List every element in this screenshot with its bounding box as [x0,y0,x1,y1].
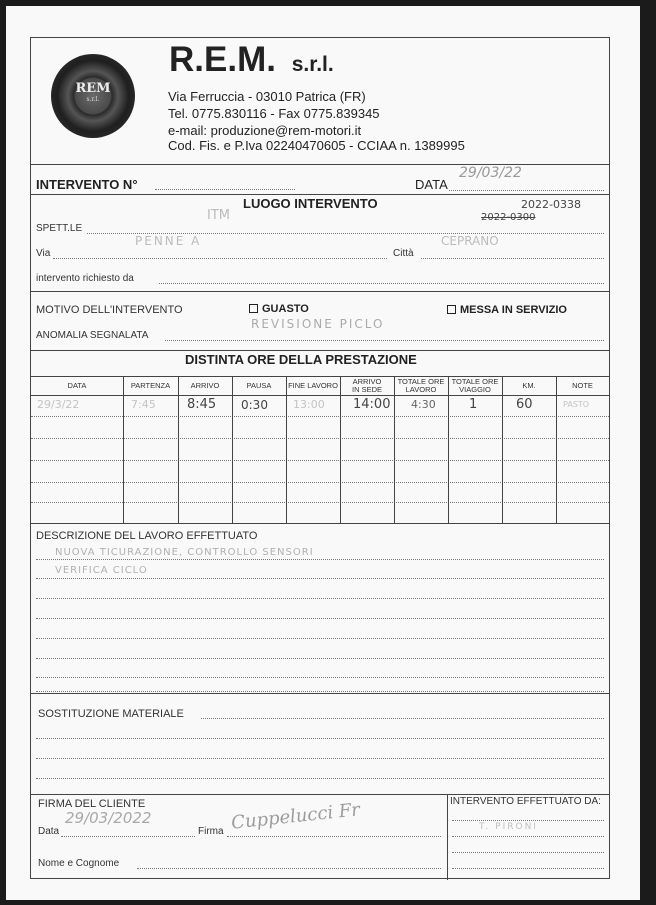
intervento-date-label: DATA [415,177,448,192]
company-email: e-mail: produzione@rem-motori.it [168,123,362,138]
hours-table [31,376,609,523]
divider [31,794,609,795]
row-totale-viaggio: 1 [469,397,478,412]
row-fine-lavoro: 13:00 [293,398,325,411]
row-data: 29/3/22 [37,398,80,411]
via-field[interactable] [53,258,387,259]
row-totale-lavoro: 4:30 [411,398,436,411]
row-arrivo-sede: 14:00 [353,397,391,412]
company-logo [51,54,135,138]
logo-text: REM [75,81,111,96]
col-header-km: KM. [522,381,536,390]
richiesto-label: intervento richiesto da [36,273,134,284]
company-name: R.E.M. s.r.l. [169,40,334,79]
spett-label: SPETT.LE [36,223,83,234]
descrizione-line-1: NUOVA TICURAZIONE, CONTROLLO SENSORI [55,547,314,558]
col-header-totale-lavoro: TOTALE ORE LAVORO [397,377,445,394]
row-partenza: 7:45 [131,398,156,411]
anomalia-field[interactable] [165,340,604,341]
divider [31,350,609,351]
col-header-fine-lavoro: FINE LAVORO [288,381,338,390]
divider [31,291,609,292]
citta-field[interactable] [421,258,604,259]
effettuato-value: T. PIRONI [479,822,538,832]
intervento-number-label: INTERVENTO N° [36,177,138,192]
firma-cliente-label: FIRMA DEL CLIENTE [38,798,146,810]
intervento-number-field[interactable] [155,189,295,190]
row-pausa: 0:30 [241,398,268,412]
citta-value: CEPRANO [441,234,499,248]
anomalia-value: REVISIONE PICLO [251,317,385,331]
anomalia-label: ANOMALIA SEGNALATA [36,330,149,341]
sostituzione-label: SOSTITUZIONE MATERIALE [38,708,184,720]
company-tax: Cod. Fis. e P.Iva 02240470605 - CCIAA n. 1389995 [168,138,465,153]
row-km: 60 [516,397,533,412]
intervento-date-value: 29/03/22 [459,165,522,181]
company-address: Via Ferruccia - 03010 Patrica (FR) [168,89,366,104]
checkbox-icon [447,305,456,314]
descrizione-line-2: VERIFICA CICLO [55,565,148,576]
firma-data-field[interactable] [61,836,195,837]
spett-value: ITM [207,208,230,223]
col-header-partenza: PARTENZA [130,381,171,390]
intervention-form [30,37,610,879]
via-label: Via [36,248,51,259]
motivo-label: MOTIVO DELL'INTERVENTO [36,304,183,316]
richiesto-field[interactable] [159,283,604,284]
col-header-arrivo: ARRIVO [190,381,220,390]
company-phone: Tel. 0775.830116 - Fax 0775.839345 [168,106,380,121]
ref-number: 2022-0338 [521,198,581,211]
guasto-checkbox[interactable]: GUASTO [249,303,309,315]
firma-data-label: Data [38,826,60,837]
col-header-data: DATA [67,381,87,390]
distinta-title: DISTINTA ORE DELLA PRESTAZIONE [185,352,417,367]
divider [31,164,609,165]
messa-in-servizio-checkbox[interactable]: MESSA IN SERVIZIO [447,304,567,316]
divider [31,693,609,694]
firma-label: Firma [198,826,224,837]
nome-cognome-label: Nome e Cognome [38,858,120,869]
luogo-title: LUOGO INTERVENTO [243,196,378,211]
row-arrivo: 8:45 [187,397,217,412]
logo-subtext: s.r.l. [86,96,100,103]
col-header-arrivo-sede: ARRIVO IN SEDE [351,377,382,394]
firma-signature: Cuppelucci Fr [230,799,361,834]
descrizione-label: DESCRIZIONE DEL LAVORO EFFETTUATO [36,530,258,542]
col-header-totale-viaggio: TOTALE ORE VIAGGIO [451,377,499,394]
nome-cognome-field[interactable] [137,868,441,869]
divider [31,194,609,195]
firma-data-value: 29/03/2022 [65,809,152,827]
via-value: PENNE A [135,234,202,248]
effettuato-label: INTERVENTO EFFETTUATO DA: [450,796,601,807]
col-header-note: NOTE [572,381,593,390]
col-header-pausa: PAUSA [246,381,272,390]
intervento-date-field[interactable] [449,190,604,191]
ref-number-crossed: 2022-0300 [481,212,536,223]
firma-field[interactable] [227,836,441,837]
citta-label: Città [393,248,414,259]
row-note: PASTO [563,400,590,409]
checkbox-icon [249,304,258,313]
